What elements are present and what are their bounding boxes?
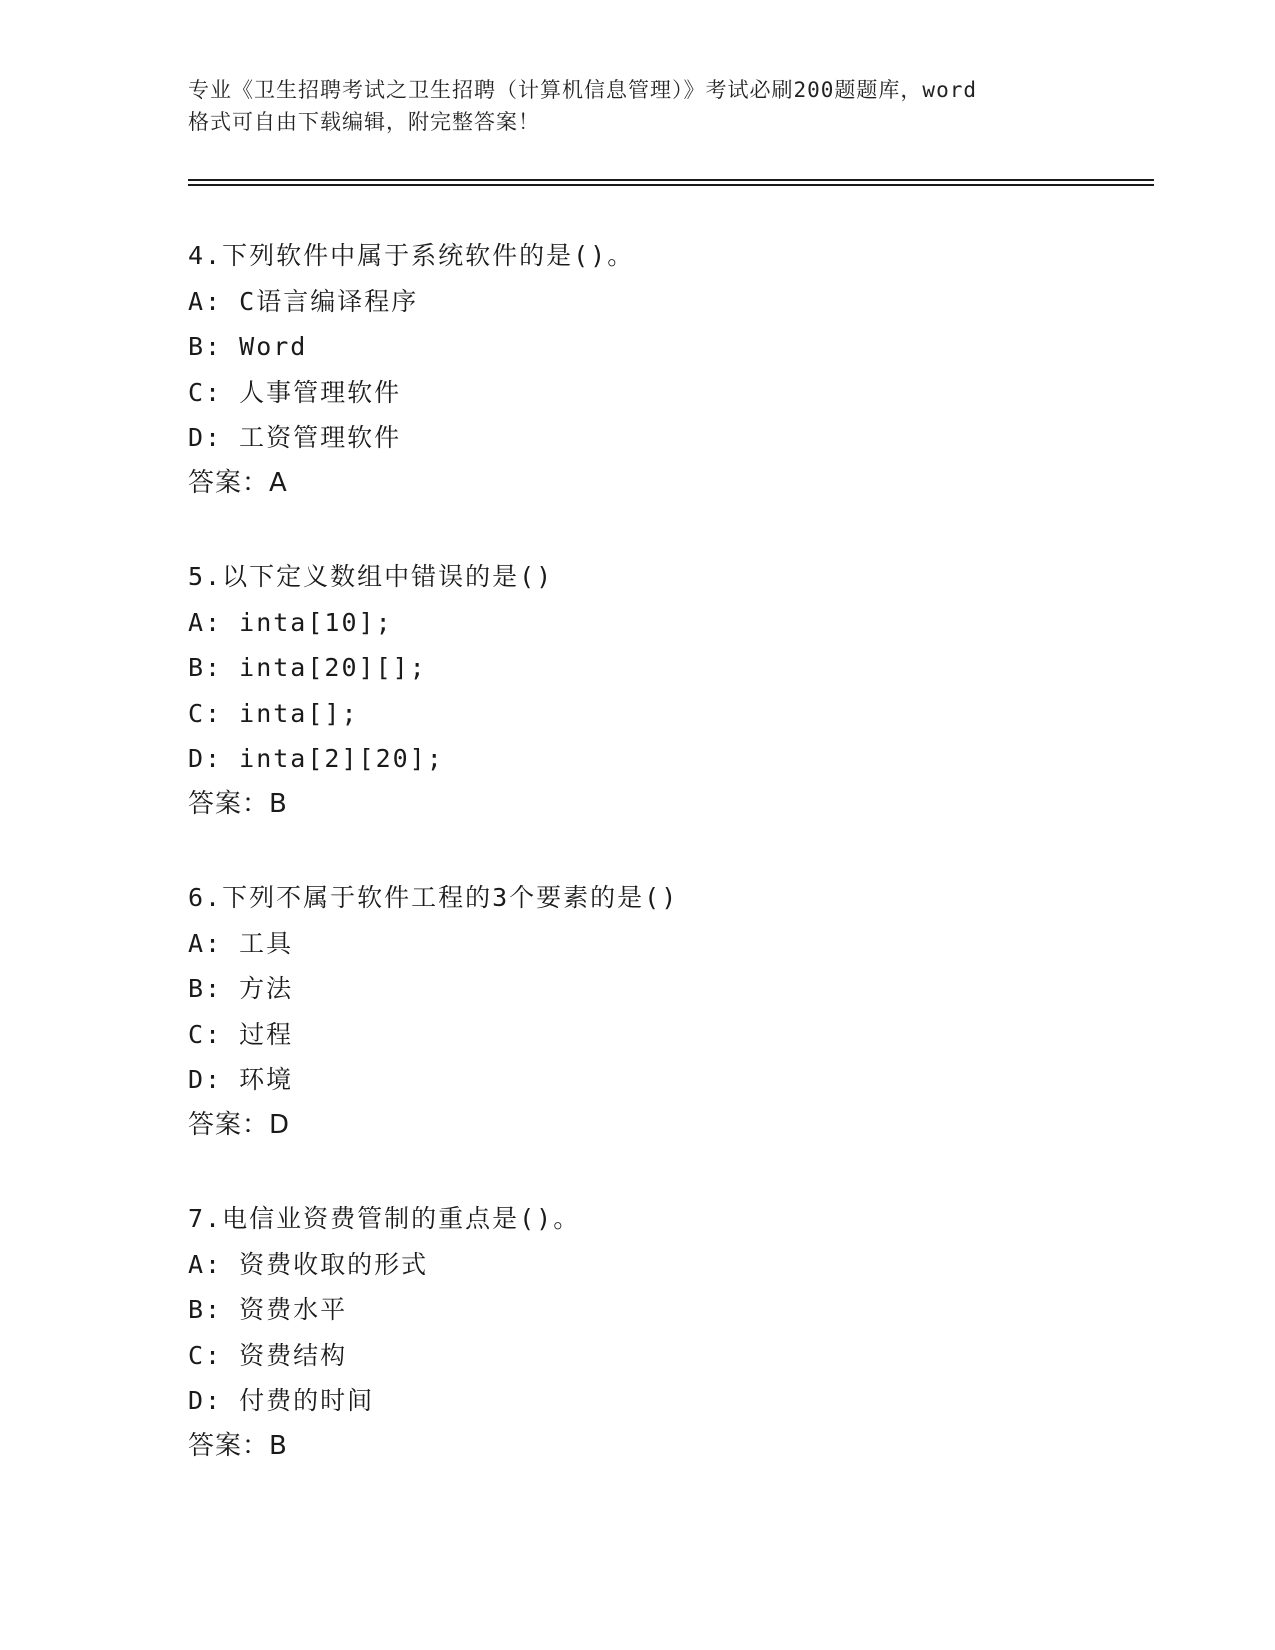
question-stem: 7.电信业资费管制的重点是()。 — [188, 1204, 581, 1233]
option-c: C: 资费结构 — [188, 1340, 348, 1370]
option-b: B: 方法 — [188, 974, 294, 1004]
option-d: D: inta[2][20]; — [188, 744, 444, 774]
option-a: A: 工具 — [188, 928, 294, 958]
option-c: C: inta[]; — [188, 698, 359, 728]
header-line-2: 格式可自由下载编辑，附完整答案！ — [188, 110, 540, 134]
question-7 — [188, 1196, 1148, 1470]
question-stem: 6.下列不属于软件工程的3个要素的是() — [188, 883, 679, 912]
answer: 答案：D — [188, 1109, 291, 1140]
question-6 — [188, 875, 1148, 1149]
answer: 答案：A — [188, 467, 288, 498]
option-c: C: 人事管理软件 — [188, 377, 402, 407]
option-b: B: inta[20][]; — [188, 653, 427, 683]
option-b: B: Word — [188, 332, 308, 362]
option-a: A: 资费收取的形式 — [188, 1249, 429, 1279]
answer: 答案：B — [188, 1430, 288, 1461]
header-divider-top — [188, 179, 1154, 181]
option-d: D: 工资管理软件 — [188, 423, 402, 453]
answer: 答案：B — [188, 788, 288, 819]
option-b: B: 资费水平 — [188, 1295, 348, 1325]
document-header — [188, 74, 1088, 138]
header-divider-bottom — [188, 184, 1154, 186]
header-line-1: 专业《卫生招聘考试之卫生招聘（计算机信息管理）》考试必刷200题题库，word — [188, 78, 977, 102]
option-c: C: 过程 — [188, 1019, 294, 1049]
option-d: D: 环境 — [188, 1065, 294, 1095]
option-a: A: C语言编译程序 — [188, 286, 419, 316]
question-4 — [188, 233, 1148, 507]
question-stem: 4.下列软件中属于系统软件的是()。 — [188, 241, 635, 270]
option-d: D: 付费的时间 — [188, 1386, 375, 1416]
question-stem: 5.以下定义数组中错误的是() — [188, 562, 554, 591]
option-a: A: inta[10]; — [188, 607, 393, 637]
question-5 — [188, 554, 1148, 828]
